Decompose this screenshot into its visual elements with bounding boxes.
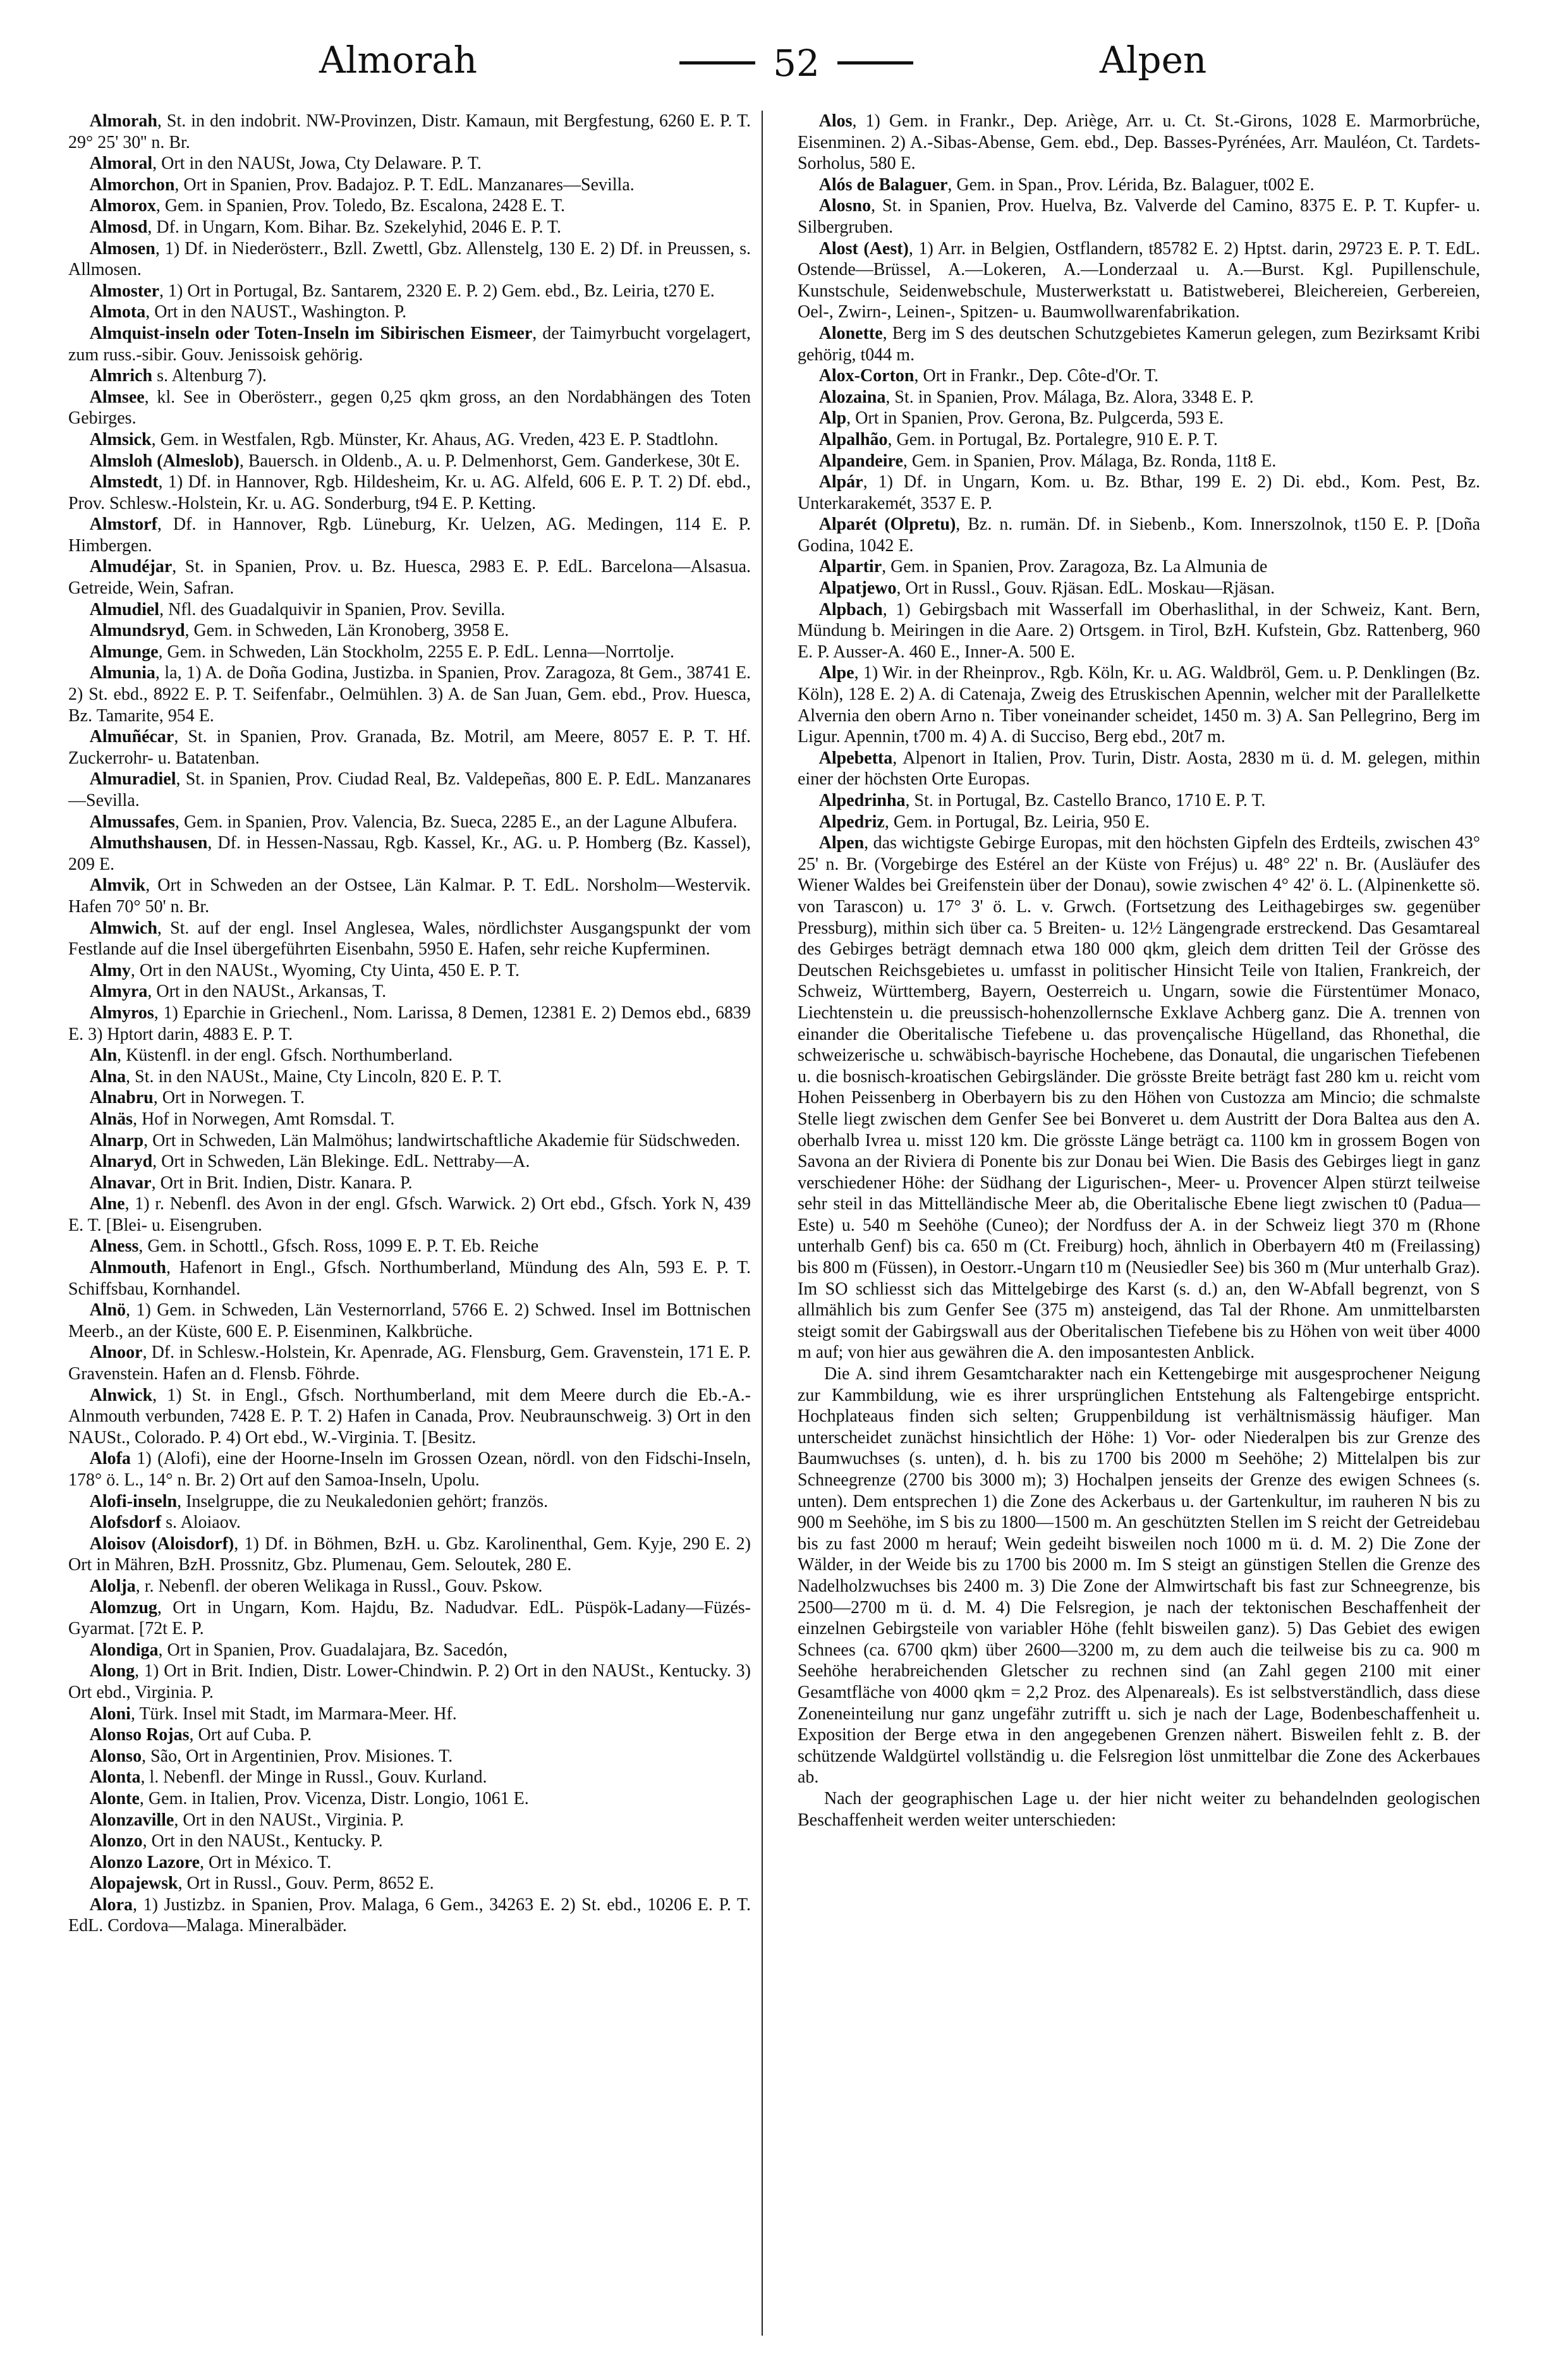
dictionary-entry: Alozaina, St. in Spanien, Prov. Málaga, Bz. Alora, 3348 E. P. (818, 387, 1254, 407)
entry-headword: Almuradiel (89, 769, 176, 789)
dictionary-entry: Alpedriz, Gem. in Portugal, Bz. Leiria, 950 E. (818, 812, 1150, 832)
entry-headword: Aloni (89, 1704, 131, 1724)
entry-headword: Alpbach (818, 599, 883, 619)
entry-headword: Alpartir (818, 557, 882, 577)
entry-headword: Alopajewsk (89, 1874, 178, 1894)
dictionary-entry: Almy, Ort in den NAUSt., Wyoming, Cty Uinta, 450 E. P. T. (89, 960, 520, 980)
entry-headword: Alnö (89, 1300, 126, 1320)
entry-headword: Alonette (818, 323, 883, 343)
dictionary-entry: Almwich, St. auf der engl. Insel Anglesea, Wales, nördlichster Ausgangspunkt der vom Festlande auf die Insel übergeführten Eisenbahn, 5950 E. Hafen, sehr reiche Kupferminen. (68, 918, 751, 960)
dictionary-entry: Almquist-inseln oder Toten-Inseln im Sibirischen Eismeer, der Taimyrbucht vorgelagert, zum russ.-sibir. Gouv. Jenissoisk gehörig. (68, 323, 751, 365)
entry-headword: Alnaryd (89, 1152, 153, 1172)
dictionary-entry: Alnaryd, Ort in Schweden, Län Blekinge. EdL. Nettraby—A. (89, 1152, 530, 1172)
entry-headword: Almstedt (89, 472, 159, 492)
dictionary-entry: Aln, Küstenfl. in der engl. Gfsch. Northumberland. (89, 1045, 453, 1066)
dictionary-entry: Alos, 1) Gem. in Frankr., Dep. Ariège, Arr. u. Ct. St.-Girons, 1028 E. Marmorbrüche, Eisenminen. 2) A.-Sibas-Abense, Gem. ebd., Dep. Basses-Pyrénées, Arr. Mauléon, Ct. Tardets-Sorholus, 580 E. (798, 111, 1480, 174)
entry-headword: Almorchon (89, 174, 175, 195)
dictionary-entry: Almoster, 1) Ort in Portugal, Bz. Santarem, 2320 E. P. 2) Gem. ebd., Bz. Leiria, t270 E. (89, 281, 715, 301)
page-header (88, 32, 1479, 88)
dictionary-entry: Alonso Rojas, Ort auf Cuba. P. (89, 1725, 312, 1745)
entry-headword: Alna (89, 1066, 126, 1087)
dictionary-entry: Alnarp, Ort in Schweden, Län Malmöhus; landwirtschaftliche Akademie für Südschweden. (89, 1130, 741, 1150)
entry-headword: Alonso Rojas (89, 1725, 190, 1745)
entry-headword: Almvik (89, 875, 146, 896)
dictionary-entry: Almussafes, Gem. in Spanien, Prov. Valencia, Bz. Sueca, 2285 E., an der Lagune Albufera. (89, 812, 738, 832)
dictionary-entry: Alnö, 1) Gem. in Schweden, Län Vesternorrland, 5766 E. 2) Schwed. Insel im Bottnischen Meerb., an der Küste, 600 E. P. Eisenminen, Kalkbrüche. (68, 1300, 751, 1341)
dictionary-entry: Almsloh (Almeslob), Bauersch. in Oldenb., A. u. P. Delmenhorst, Gem. Ganderkese, 30t E. (89, 451, 740, 471)
entry-headword: Alpen (818, 833, 865, 853)
dictionary-entry: Alofi-inseln, Inselgruppe, die zu Neukaledonien gehört; französ. (89, 1491, 549, 1511)
dictionary-entry: Alofsdorf s. Aloiaov. (89, 1513, 241, 1533)
body-paragraph: Nach der geographischen Lage u. der hier nicht weiter zu behandelnden geologischen Beschaffenheit werden weiter unterschieden: (798, 1788, 1480, 1830)
entry-headword: Alos (818, 111, 853, 131)
dictionary-entry: Almosen, 1) Df. in Niederösterr., Bzll. Zwettl, Gbz. Allenstelg, 130 E. 2) Df. in Preussen, s. Allmosen. (68, 238, 751, 280)
entry-headword: Alonso (89, 1746, 142, 1766)
dictionary-entry: Alpbach, 1) Gebirgsbach mit Wasserfall im Oberhaslithal, in der Schweiz, Kant. Bern, Mündung b. Meiringen in die Aare. 2) Ortsgem. in Tirol, BzH. Kufstein, Gbz. Rattenberg, 960 E. P. Ausser-A. 460 E., Inner-A. 500 E. (798, 599, 1480, 662)
dictionary-entry: Alparét (Olpretu), Bz. n. rumän. Df. in Siebenb., Kom. Innerszolnok, t150 E. P. [Doña Godina, 1042 E. (798, 515, 1480, 556)
entry-headword: Alnmouth (89, 1258, 166, 1278)
dictionary-entry: Alpandeire, Gem. in Spanien, Prov. Málaga, Bz. Ronda, 11t8 E. (818, 451, 1277, 471)
entry-headword: Almundsryd (89, 621, 185, 641)
entry-headword: Almosen (89, 238, 155, 259)
dictionary-entry: Alondiga, Ort in Spanien, Prov. Guadalajara, Bz. Sacedón, (89, 1640, 508, 1660)
dictionary-entry: Alness, Gem. in Schottl., Gfsch. Ross, 1099 E. P. T. Eb. Reiche (89, 1236, 539, 1257)
entry-headword: Almosd (89, 217, 148, 237)
dictionary-entry: Alpe, 1) Wir. in der Rheinprov., Rgb. Köln, Kr. u. AG. Waldbröl, Gem. u. P. Denklingen (Bz. Köln), 128 E. 2) A. di Catenaja, Zweig des Etruskischen Apennin, welcher mit der Parallelkette Alvernia den obern Arno n. Tiber voneinander scheidet, 1450 m. 3) A. San Pellegrino, Berg im Ligur. Apennin, t700 m. 4) A. di Succiso, Berg ebd., 20t7 m. (798, 663, 1480, 747)
entry-headword: Alonzo (89, 1831, 143, 1851)
dictionary-entry: Alnavar, Ort in Brit. Indien, Distr. Kanara. P. (89, 1173, 413, 1193)
entry-headword: Alparét (Olpretu) (818, 515, 956, 535)
dictionary-entry: Alne, 1) r. Nebenfl. des Avon in der engl. Gfsch. Warwick. 2) Ort ebd., Gfsch. York N, 439 E. T. [Blei- u. Eisengruben. (68, 1194, 751, 1235)
dictionary-entry: Alosno, St. in Spanien, Prov. Huelva, Bz. Valverde del Camino, 8375 E. P. T. Kupfer- u. Silbergruben. (798, 196, 1480, 237)
entry-headword: Aln (89, 1045, 118, 1066)
entry-headword: Alós de Balaguer (818, 174, 948, 195)
dictionary-entry: Alopajewsk, Ort in Russl., Gouv. Perm, 8652 E. (89, 1874, 434, 1894)
column-divider (762, 111, 763, 2336)
entry-headword: Alonzo Lazore (89, 1852, 200, 1872)
dictionary-entry: Alpedrinha, St. in Portugal, Bz. Castello Branco, 1710 E. P. T. (818, 791, 1266, 810)
header-left-keyword: Almorah (319, 39, 478, 82)
dictionary-entry: Almyra, Ort in den NAUSt., Arkansas, T. (89, 982, 387, 1002)
entry-headword: Alnäs (89, 1109, 133, 1129)
entry-headword: Almorox (89, 196, 156, 216)
entry-headword: Alozaina (818, 387, 886, 407)
entry-headword: Alpedrinha (818, 791, 906, 810)
header-dash-right (837, 61, 913, 64)
dictionary-entry: Alonzaville, Ort in den NAUSt., Virginia. P. (89, 1810, 404, 1830)
entry-headword: Alpedriz (818, 812, 885, 832)
right-column (798, 111, 1480, 2336)
entry-headword: Alnwick (89, 1385, 153, 1405)
entry-headword: Alost (Aest) (818, 238, 909, 259)
dictionary-entry: Almyros, 1) Eparchie in Griechenl., Nom. Larissa, 8 Demen, 12381 E. 2) Demos ebd., 6839 E. 3) Hptort darin, 4883 E. P. T. (68, 1003, 751, 1044)
entry-headword: Alosno (818, 196, 872, 216)
dictionary-entry: Alonzo, Ort in den NAUSt., Kentucky. P. (89, 1831, 383, 1851)
page-number: 52 (773, 41, 820, 85)
entry-headword: Alox-Corton (818, 366, 915, 386)
entry-headword: Alolja (89, 1576, 136, 1596)
dictionary-entry: Alnwick, 1) St. in Engl., Gfsch. Northumberland, mit dem Meere durch die Eb.-A.-Alnmouth verbunden, 7428 E. P. T. 2) Hafen in Canada, Prov. Neubraunschweig. 3) Ort in den NAUSt., Colorado. P. 4) Ort ebd., W.-Virginia. T. [Besitz. (68, 1385, 751, 1448)
entry-headword: Alonzaville (89, 1810, 174, 1830)
dictionary-entry: Along, 1) Ort in Brit. Indien, Distr. Lower-Chindwin. P. 2) Ort in den NAUSt., Kentucky. 3) Ort ebd., Virginia. P. (68, 1661, 751, 1702)
dictionary-entry: Alpen, das wichtigste Gebirge Europas, mit den höchsten Gipfeln des Erdteils, zwischen 43° 25' n. Br. (Vorgebirge des Estérel an der Küste von Fréjus) u. 48° 22' n. Br. (Ausläufer des Wiener Waldes bei Greifenstein über der Donau), sowie zwischen 4° 42' ö. L. (Alpinenkette sö. von Tarascon) u. 17° 3' ö. L. v. Grwch. (Fortsetzung des Leithagebirges sw. gegenüber Pressburg), mithin sich über ca. 5 Breiten- u. 12½ Längengrade erstreckend. Das Gesamtareal des Gebirges beträgt demnach etwa 180 000 qkm, gleich dem dritten Teil der Grösse des Deutschen Reichsgebietes u. umfasst in politischer Hinsicht Teile von Italien, Frankreich, der Schweiz, Württemberg, Bayern, Oesterreich u. Ungarn, sowie die Fürstentümer Monaco, Liechtenstein u. die preussisch-hohenzollernsche Exklave Achberg ganz. Die A. trennen von einander die Oberitalische Tiefebene u. das provençalische Hügelland, das Rhonethal, die schweizerische u. schwäbisch-bayrische Hochebene, das Donautal, die ungarischen Tiefebenen u. die bosnisch-kroatischen Gebirgsländer. Die grösste Breite beträgt fast 280 km u. reicht vom Hohen Peissenberg in Oberbayern bis zu den Höhen von Custozza am Mincio; die schmalste Stelle liegt zwischen dem Genfer See bei Bonveret u. dem Austritt der Dora Baltea aus den A. oberhalb Ivrea u. misst 120 km. Die grösste Länge beträgt ca. 1100 km in grossem Bogen von Savona an der Riviera di Ponente bis zur Donau bei Wien. Die Basis des Gebirges liegt in ganz verschiedener Höhe: der Südhang der Ligurischen-, Meer- u. Provencer Alpen stürzt teilweise sehr steil in das Mittelländische Meer ab, die Oberitalische Ebene liegt zwischen t0 (Padua—Este) u. 540 m Seehöhe (Cuneo); der Nordfuss der A. in der Schweiz liegt 370 m (Rhone unterhalb Genf) bis ca. 650 m (Ct. Freiburg) hoch, ähnlich in Oberbayern 4t0 m (Freilassing) bis 800 m (Füssen), in Oestorr.-Ungarn t10 m (Neusiedler See) bis 360 m (Mur unterhalb Graz). Im SO schliesst sich das Mittelgebirge des Karst (s. d.) an, den W-Abfall begrenzt, von S allmählich bis zum Genfer See (375 m) ansteigend, das Tal der Rhone. Am unmittelbarsten steigt somit der Gabirgswall aus der Oberitalischen Tiefebene bis zu Höhen von weit über 4000 m auf; von hier aus gewähren die A. den imposantesten Anblick. (798, 833, 1480, 1363)
header-dash-left (679, 61, 755, 64)
entry-headword: Almussafes (89, 812, 175, 832)
dictionary-entry: Alpár, 1) Df. in Ungarn, Kom. u. Bz. Bthar, 199 E. 2) Di. ebd., Kom. Pest, Bz. Unterkarakemét, 3537 E. P. (798, 472, 1480, 513)
entry-headword: Almudéjar (89, 557, 173, 577)
entry-headword: Alnavar (89, 1173, 152, 1193)
entry-headword: Almorah (89, 111, 157, 131)
dictionary-entry: Aloni, Türk. Insel mit Stadt, im Marmara-Meer. Hf. (89, 1704, 457, 1724)
dictionary-entry: Alnäs, Hof in Norwegen, Amt Romsdal. T. (89, 1109, 395, 1129)
dictionary-entry: Alora, 1) Justizbz. in Spanien, Prov. Malaga, 6 Gem., 34263 E. 2) St. ebd., 10206 E. P. T. EdL. Cordova—Malaga. Mineralbäder. (68, 1894, 751, 1936)
entry-headword: Almsee (89, 387, 145, 407)
entry-headword: Aloisov (Aloisdorf) (89, 1533, 234, 1554)
entry-headword: Almunia (89, 663, 155, 683)
dictionary-entry: Almstorf, Df. in Hannover, Rgb. Lüneburg, Kr. Uelzen, AG. Medingen, 114 E. P. Himbergen. (68, 515, 751, 556)
entry-headword: Almrich (89, 366, 153, 386)
entry-headword: Alpandeire (818, 451, 903, 471)
dictionary-entry: Almuñécar, St. in Spanien, Prov. Granada, Bz. Motril, am Meere, 8057 E. P. T. Hf. Zuckerrohr- u. Batatenban. (68, 727, 751, 768)
entry-headword: Almuthshausen (89, 833, 208, 853)
dictionary-entry: Alós de Balaguer, Gem. in Span., Prov. Lérida, Bz. Balaguer, t002 E. (818, 174, 1315, 195)
entry-headword: Almunge (89, 642, 159, 662)
dictionary-entry: Alna, St. in den NAUSt., Maine, Cty Lincoln, 820 E. P. T. (89, 1066, 502, 1087)
entry-headword: Almyros (89, 1003, 154, 1023)
dictionary-entry: Almota, Ort in den NAUST., Washington. P. (89, 302, 407, 322)
entry-headword: Almota (89, 302, 146, 322)
dictionary-entry: Alnmouth, Hafenort in Engl., Gfsch. Northumberland, Mündung des Aln, 593 E. P. T. Schiffsbau, Kornhandel. (68, 1258, 751, 1299)
dictionary-entry: Almoral, Ort in den NAUSt, Jowa, Cty Delaware. P. T. (89, 154, 482, 174)
entry-headword: Alpe (818, 663, 854, 683)
dictionary-entry: Almsee, kl. See in Oberösterr., gegen 0,25 qkm gross, an den Nordabhängen des Toten Gebirges. (68, 387, 751, 429)
dictionary-entry: Almuradiel, St. in Spanien, Prov. Ciudad Real, Bz. Valdepeñas, 800 E. P. EdL. Manzanares—Sevilla. (68, 769, 751, 810)
entry-headword: Alofi-inseln (89, 1491, 178, 1511)
entry-headword: Alofa (89, 1449, 131, 1469)
dictionary-entry: Alomzug, Ort in Ungarn, Kom. Hajdu, Bz. Nadudvar. EdL. Püspök-Ladany—Füzés-Gyarmat. [72t E. P. (68, 1597, 751, 1639)
entry-headword: Alora (89, 1894, 133, 1915)
entry-headword: Almsick (89, 429, 152, 449)
entry-headword: Almquist-inseln oder Toten-Inseln im Sibirischen Eismeer (89, 323, 533, 343)
entry-headword: Alonta (89, 1767, 141, 1788)
dictionary-entry: Alonzo Lazore, Ort in México. T. (89, 1852, 332, 1872)
dictionary-entry: Aloisov (Aloisdorf), 1) Df. in Böhmen, BzH. u. Gbz. Karolinenthal, Gem. Kyje, 290 E. 2) Ort in Mähren, BzH. Prossnitz, Gbz. Plumenau, Gem. Seloutek, 280 E. (68, 1533, 751, 1575)
dictionary-entry: Alonette, Berg im S des deutschen Schutzgebietes Kamerun gelegen, zum Bezirksamt Kribi gehörig, t044 m. (798, 323, 1480, 365)
dictionary-entry: Alonta, l. Nebenfl. der Minge in Russl., Gouv. Kurland. (89, 1767, 487, 1788)
dictionary-entry: Almunge, Gem. in Schweden, Län Stockholm, 2255 E. P. EdL. Lenna—Norrtolje. (89, 642, 675, 662)
entry-headword: Alomzug (89, 1597, 157, 1618)
dictionary-entry: Alpebetta, Alpenort in Italien, Prov. Turin, Distr. Aosta, 2830 m ü. d. M. gelegen, mithin einer der höchsten Orte Europas. (798, 748, 1480, 789)
entry-headword: Alnoor (89, 1343, 143, 1363)
entry-headword: Almstorf (89, 515, 157, 535)
entry-headword: Almsloh (Almeslob) (89, 451, 240, 471)
entry-headword: Alpebetta (818, 748, 893, 768)
entry-headword: Almyra (89, 982, 148, 1002)
entry-headword: Almy (89, 960, 131, 980)
entry-headword: Almwich (89, 918, 157, 938)
dictionary-entry: Alp, Ort in Spanien, Prov. Gerona, Bz. Pulgcerda, 593 E. (818, 408, 1224, 429)
left-column (68, 111, 751, 2336)
entry-headword: Alondiga (89, 1640, 159, 1660)
dictionary-entry: Alpalhão, Gem. in Portugal, Bz. Portalegre, 910 E. P. T. (818, 429, 1218, 449)
entry-headword: Alness (89, 1236, 139, 1257)
dictionary-entry: Almudéjar, St. in Spanien, Prov. u. Bz. Huesca, 2983 E. P. EdL. Barcelona—Alsasua. Getreide, Wein, Safran. (68, 557, 751, 599)
dictionary-entry: Almsick, Gem. in Westfalen, Rgb. Münster, Kr. Ahaus, AG. Vreden, 423 E. P. Stadtlohn. (89, 429, 719, 449)
entry-headword: Alpalhão (818, 429, 888, 449)
dictionary-entry: Almosd, Df. in Ungarn, Kom. Bihar. Bz. Szekelyhid, 2046 E. P. T. (89, 217, 561, 237)
entry-headword: Almoral (89, 154, 153, 174)
dictionary-entry: Alnabru, Ort in Norwegen. T. (89, 1088, 305, 1108)
entry-headword: Alpár (818, 472, 863, 492)
dictionary-entry: Almuthshausen, Df. in Hessen-Nassau, Rgb. Kassel, Kr., AG. u. P. Homberg (Bz. Kassel), 209 E. (68, 833, 751, 874)
entry-headword: Alp (818, 408, 847, 429)
dictionary-entry: Alox-Corton, Ort in Frankr., Dep. Côte-d'Or. T. (818, 366, 1159, 386)
entry-headword: Alonte (89, 1788, 140, 1808)
dictionary-entry: Alpatjewo, Ort in Russl., Gouv. Rjäsan. EdL. Moskau—Rjäsan. (818, 578, 1275, 599)
entry-headword: Almoster (89, 281, 159, 301)
body-paragraph: Die A. sind ihrem Gesamtcharakter nach ein Kettengebirge mit ausgesprochener Neigung zur Kammbildung, wie es ihrer ursprünglichen Entstehung als Faltengebirge entspricht. Hochplateaus finden sich selten; Gruppenbildung ist verhältnismässig häufiger. Man unterscheidet zunächst hinsichtlich der Höhe: 1) Vor- oder Niederalpen bis zur Grenze des Baumwuchses (s. unten), d. h. bis zu 1700 bis 2000 m Seehöhe; 2) Mittelalpen bis zur Schneegrenze (2700 bis 3000 m); 3) Hochalpen jenseits der Grenze des ewigen Schnees (s. unten). Dem entsprechen 1) die Zone des Ackerbaus u. der Gartenkultur, im rauheren N bis zu 900 m Seehöhe, im S bis zu 1800—1500 m. An geschützten Stellen im S reicht der Getreidebau bis zu fast 2000 m herauf; Wein gedeiht bisweilen noch 1000 m ü. d. M. 2) Die Zone der Wälder, in der Weide bis zu 1700 bis 2000 m. Im S steigt an günstigen Stellen die Grenze des Nadelholzwuchses bis 2400 m. 3) Die Zone der Almwirtschaft bis fast zur Schneegrenze, bis 2500—2700 m ü. d. M. 4) Die Felsregion, je nach der tektonischen Beschaffenheit der einzelnen Gebirgsteile von variabler Höhe (fehlt bisweilen ganz). 5) Das Gebiet des ewigen Schnees (ca. 6700 qkm) über 2600—3200 m, zu dem auch die teilweise bis zu ca. 900 m Seehöhe herabreichenden Gletscher zu rechnen sind (an Zahl gegen 2100 mit einer Gesamtfläche von 4000 qkm = 2,2 Proz. des Alpenareals). Es ist selbstverständlich, dass diese Zoneneinteilung nur ganz ungefähr zutrifft u. sich je nach der Lage, Bodenbeschaffenheit u. Exposition der Berge etwa in den angegebenen Grenzen nähert. Bisweilen fehlt z. B. der schützende Waldgürtel vollständig u. die Felsregion löst unmittelbar die Zone des Ackerbaues ab. (798, 1364, 1480, 1788)
dictionary-entry: Alonte, Gem. in Italien, Prov. Vicenza, Distr. Longio, 1061 E. (89, 1788, 529, 1808)
dictionary-entry: Almorox, Gem. in Spanien, Prov. Toledo, Bz. Escalona, 2428 E. T. (89, 196, 565, 216)
dictionary-entry: Almorah, St. in den indobrit. NW-Provinzen, Distr. Kamaun, mit Bergfestung, 6260 E. P. T. 29° 25' 30'' n. Br. (68, 111, 751, 152)
entry-headword: Almuñécar (89, 727, 174, 747)
dictionary-entry: Alonso, São, Ort in Argentinien, Prov. Misiones. T. (89, 1746, 453, 1766)
dictionary-entry: Almstedt, 1) Df. in Hannover, Rgb. Hildesheim, Kr. u. AG. Alfeld, 606 E. P. T. 2) Df. ebd., Prov. Schlesw.-Holstein, Kr. u. AG. Sonderburg, t94 E. P. Ketting. (68, 472, 751, 513)
dictionary-entry: Alpartir, Gem. in Spanien, Prov. Zaragoza, Bz. La Almunia de (818, 557, 1268, 577)
dictionary-entry: Alost (Aest), 1) Arr. in Belgien, Ostflandern, t85782 E. 2) Hptst. darin, 29723 E. P. T. EdL. Ostende—Brüssel, A.—Lokeren, A.—Londerzaal u. A.—Burst. Kgl. Pupillenschule, Kunstschule, Seidenwebschule, Musterwerkstatt u. Batistweberei, Bleichereien, Gerbereien, Oel-, Zwirn-, Leinen-, Spitzen- u. Baumwollwarenfabrikation. (798, 238, 1480, 322)
dictionary-entry: Almvik, Ort in Schweden an der Ostsee, Län Kalmar. P. T. EdL. Norsholm—Westervik. Hafen 70° 50' n. Br. (68, 875, 751, 917)
header-page-number (638, 32, 954, 92)
entry-headword: Along (89, 1661, 135, 1681)
dictionary-entry: Alofa 1) (Alofi), eine der Hoorne-Inseln im Grossen Ozean, nördl. von den Fidschi-Inseln, 178° ö. L., 14° n. Br. 2) Ort auf den Samoa-Inseln, Upolu. (68, 1449, 751, 1490)
dictionary-entry: Almunia, la, 1) A. de Doña Godina, Justizba. in Spanien, Prov. Zaragoza, 8t Gem., 38741 E. 2) St. ebd., 8922 E. P. T. Seifenfabr., Oelmühlen. 3) A. de San Juan, Gem. ebd., Prov. Huesca, Bz. Tamarite, 954 E. (68, 663, 751, 726)
entry-headword: Alnarp (89, 1130, 144, 1150)
dictionary-entry: Alolja, r. Nebenfl. der oberen Welikaga in Russl., Gouv. Pskow. (89, 1576, 543, 1596)
dictionary-entry: Almorchon, Ort in Spanien, Prov. Badajoz. P. T. EdL. Manzanares—Sevilla. (89, 174, 635, 195)
entry-headword: Alnabru (89, 1088, 154, 1108)
dictionary-entry: Alnoor, Df. in Schlesw.-Holstein, Kr. Apenrade, AG. Flensburg, Gem. Gravenstein, 171 E. P. Gravenstein. Hafen an d. Flensb. Föhrde. (68, 1343, 751, 1384)
dictionary-entry: Almrich s. Altenburg 7). (89, 366, 267, 386)
entry-headword: Alpatjewo (818, 578, 897, 599)
dictionary-entry: Almudiel, Nfl. des Guadalquivir in Spanien, Prov. Sevilla. (89, 599, 506, 619)
dictionary-entry: Almundsryd, Gem. in Schweden, Län Kronoberg, 3958 E. (89, 621, 509, 641)
entry-headword: Alne (89, 1194, 125, 1214)
entry-headword: Almudiel (89, 599, 160, 619)
header-right-keyword: Alpen (1100, 39, 1207, 82)
entry-headword: Alofsdorf (89, 1513, 162, 1533)
